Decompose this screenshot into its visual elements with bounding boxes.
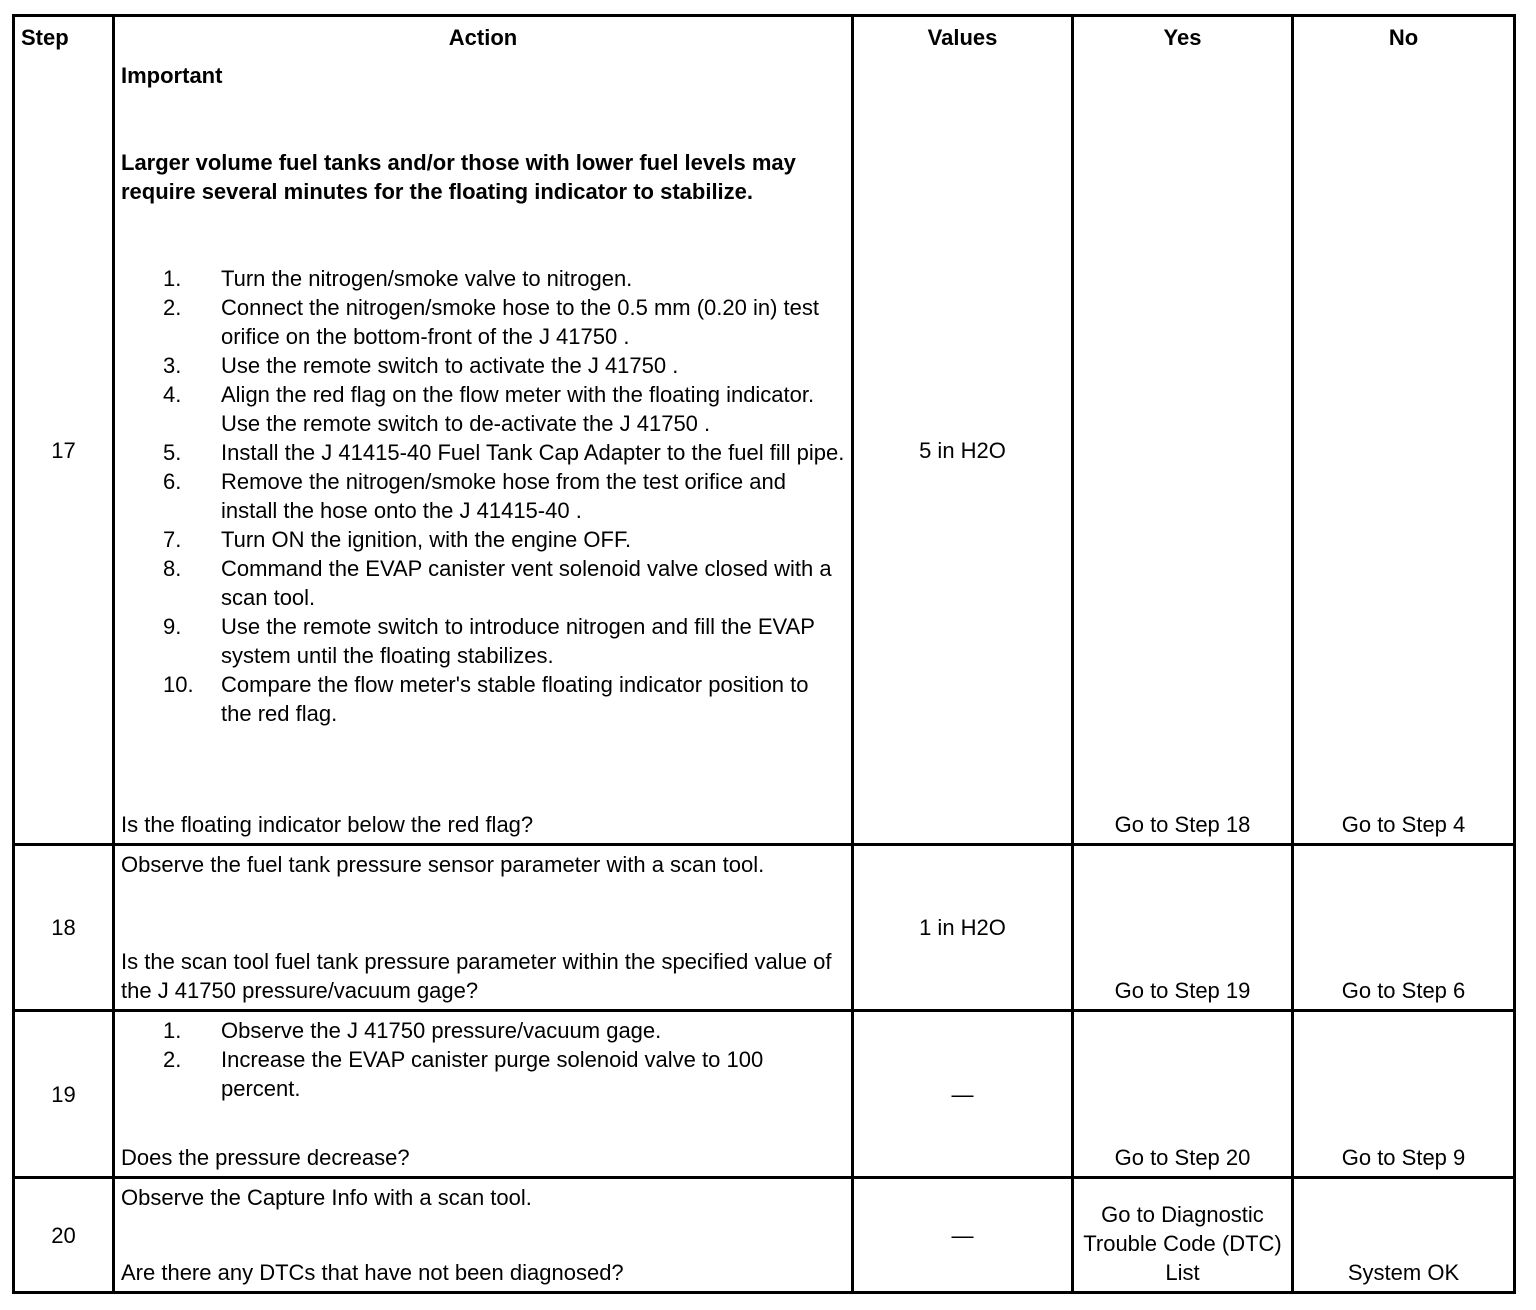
yes-cell: Go to Step 18 [1074, 57, 1294, 846]
header-step: Step [15, 17, 115, 57]
yes-cell: Go to Step 19 [1074, 846, 1294, 1012]
step-text: Observe the fuel tank pressure sensor parameter with a scan tool. [121, 852, 765, 877]
step-number: 19 [15, 1012, 115, 1179]
header-yes: Yes [1074, 17, 1294, 57]
header-row [15, 17, 1513, 57]
step-text: Observe the Capture Info with a scan tool. [121, 1185, 532, 1210]
important-label: Important [121, 63, 223, 88]
list-item: 6. Remove the nitrogen/smoke hose from the test orifice and install the hose onto the J 41415-40 . [163, 469, 786, 523]
list-item: 1. Turn the nitrogen/smoke valve to nitrogen. [163, 266, 633, 291]
table-row-step-17 [15, 57, 1513, 846]
action-cell [115, 57, 854, 846]
list-item: 4. Align the red flag on the flow meter with the floating indicator. Use the remote switch to de-activate the J 41750 . [163, 382, 815, 436]
values-cell: 1 in H2O [854, 846, 1074, 1012]
header-values: Values [854, 17, 1074, 57]
step-question: Is the floating indicator below the red flag? [121, 812, 534, 837]
step-question: Are there any DTCs that have not been diagnosed? [121, 1260, 624, 1285]
action-cell [115, 1012, 854, 1179]
header-no: No [1388, 24, 1419, 50]
table-row-step-18 [15, 846, 1513, 1012]
yes-cell: Go to Diagnostic Trouble Code (DTC) List [1074, 1179, 1294, 1291]
no-cell: Go to Step 4 [1294, 57, 1513, 846]
list-item: 2. Increase the EVAP canister purge solenoid valve to 100 percent. [163, 1047, 764, 1101]
list-item: 7. Turn ON the ignition, with the engine OFF. [163, 527, 632, 552]
diagnostic-table [12, 14, 1516, 1294]
values-cell: — [854, 1012, 1074, 1179]
important-note: Larger volume fuel tanks and/or those with lower fuel levels may require several minutes for the floating indicator to stabilize. [121, 150, 796, 204]
step-number: 17 [15, 57, 115, 846]
table-row-step-20 [15, 1179, 1513, 1291]
list-item: 3. Use the remote switch to activate the J 41750 . [163, 353, 679, 378]
table-row-step-19 [15, 1012, 1513, 1179]
step-question: Is the scan tool fuel tank pressure parameter within the specified value of the J 41750 pressure/vacuum gage? [121, 949, 832, 1003]
list-item: 1. Observe the J 41750 pressure/vacuum gage. [163, 1018, 662, 1043]
values-cell: — [854, 1179, 1074, 1291]
procedure-list [121, 264, 845, 728]
step-number: 20 [15, 1179, 115, 1291]
action-cell [115, 1179, 854, 1291]
no-cell: Go to Step 6 [1294, 846, 1513, 1012]
list-item: 2. Connect the nitrogen/smoke hose to the 0.5 mm (0.20 in) test orifice on the bottom-front of the J 41750 . [163, 295, 819, 349]
action-cell [115, 846, 854, 1012]
no-cell: Go to Step 9 [1294, 1012, 1513, 1179]
step-question: Does the pressure decrease? [121, 1145, 410, 1170]
list-item: 10. Compare the flow meter's stable floating indicator position to the red flag. [163, 672, 809, 726]
procedure-list [121, 1016, 845, 1103]
header-action: Action [115, 17, 854, 57]
list-item: 5. Install the J 41415-40 Fuel Tank Cap Adapter to the fuel fill pipe. [163, 440, 845, 465]
yes-cell: Go to Step 20 [1074, 1012, 1294, 1179]
values-cell: 5 in H2O [854, 57, 1074, 846]
list-item: 8. Command the EVAP canister vent solenoid valve closed with a scan tool. [163, 556, 832, 610]
no-cell: System OK [1347, 1260, 1460, 1285]
list-item: 9. Use the remote switch to introduce nitrogen and fill the EVAP system until the floating stabilizes. [163, 614, 815, 668]
step-number: 18 [15, 846, 115, 1012]
